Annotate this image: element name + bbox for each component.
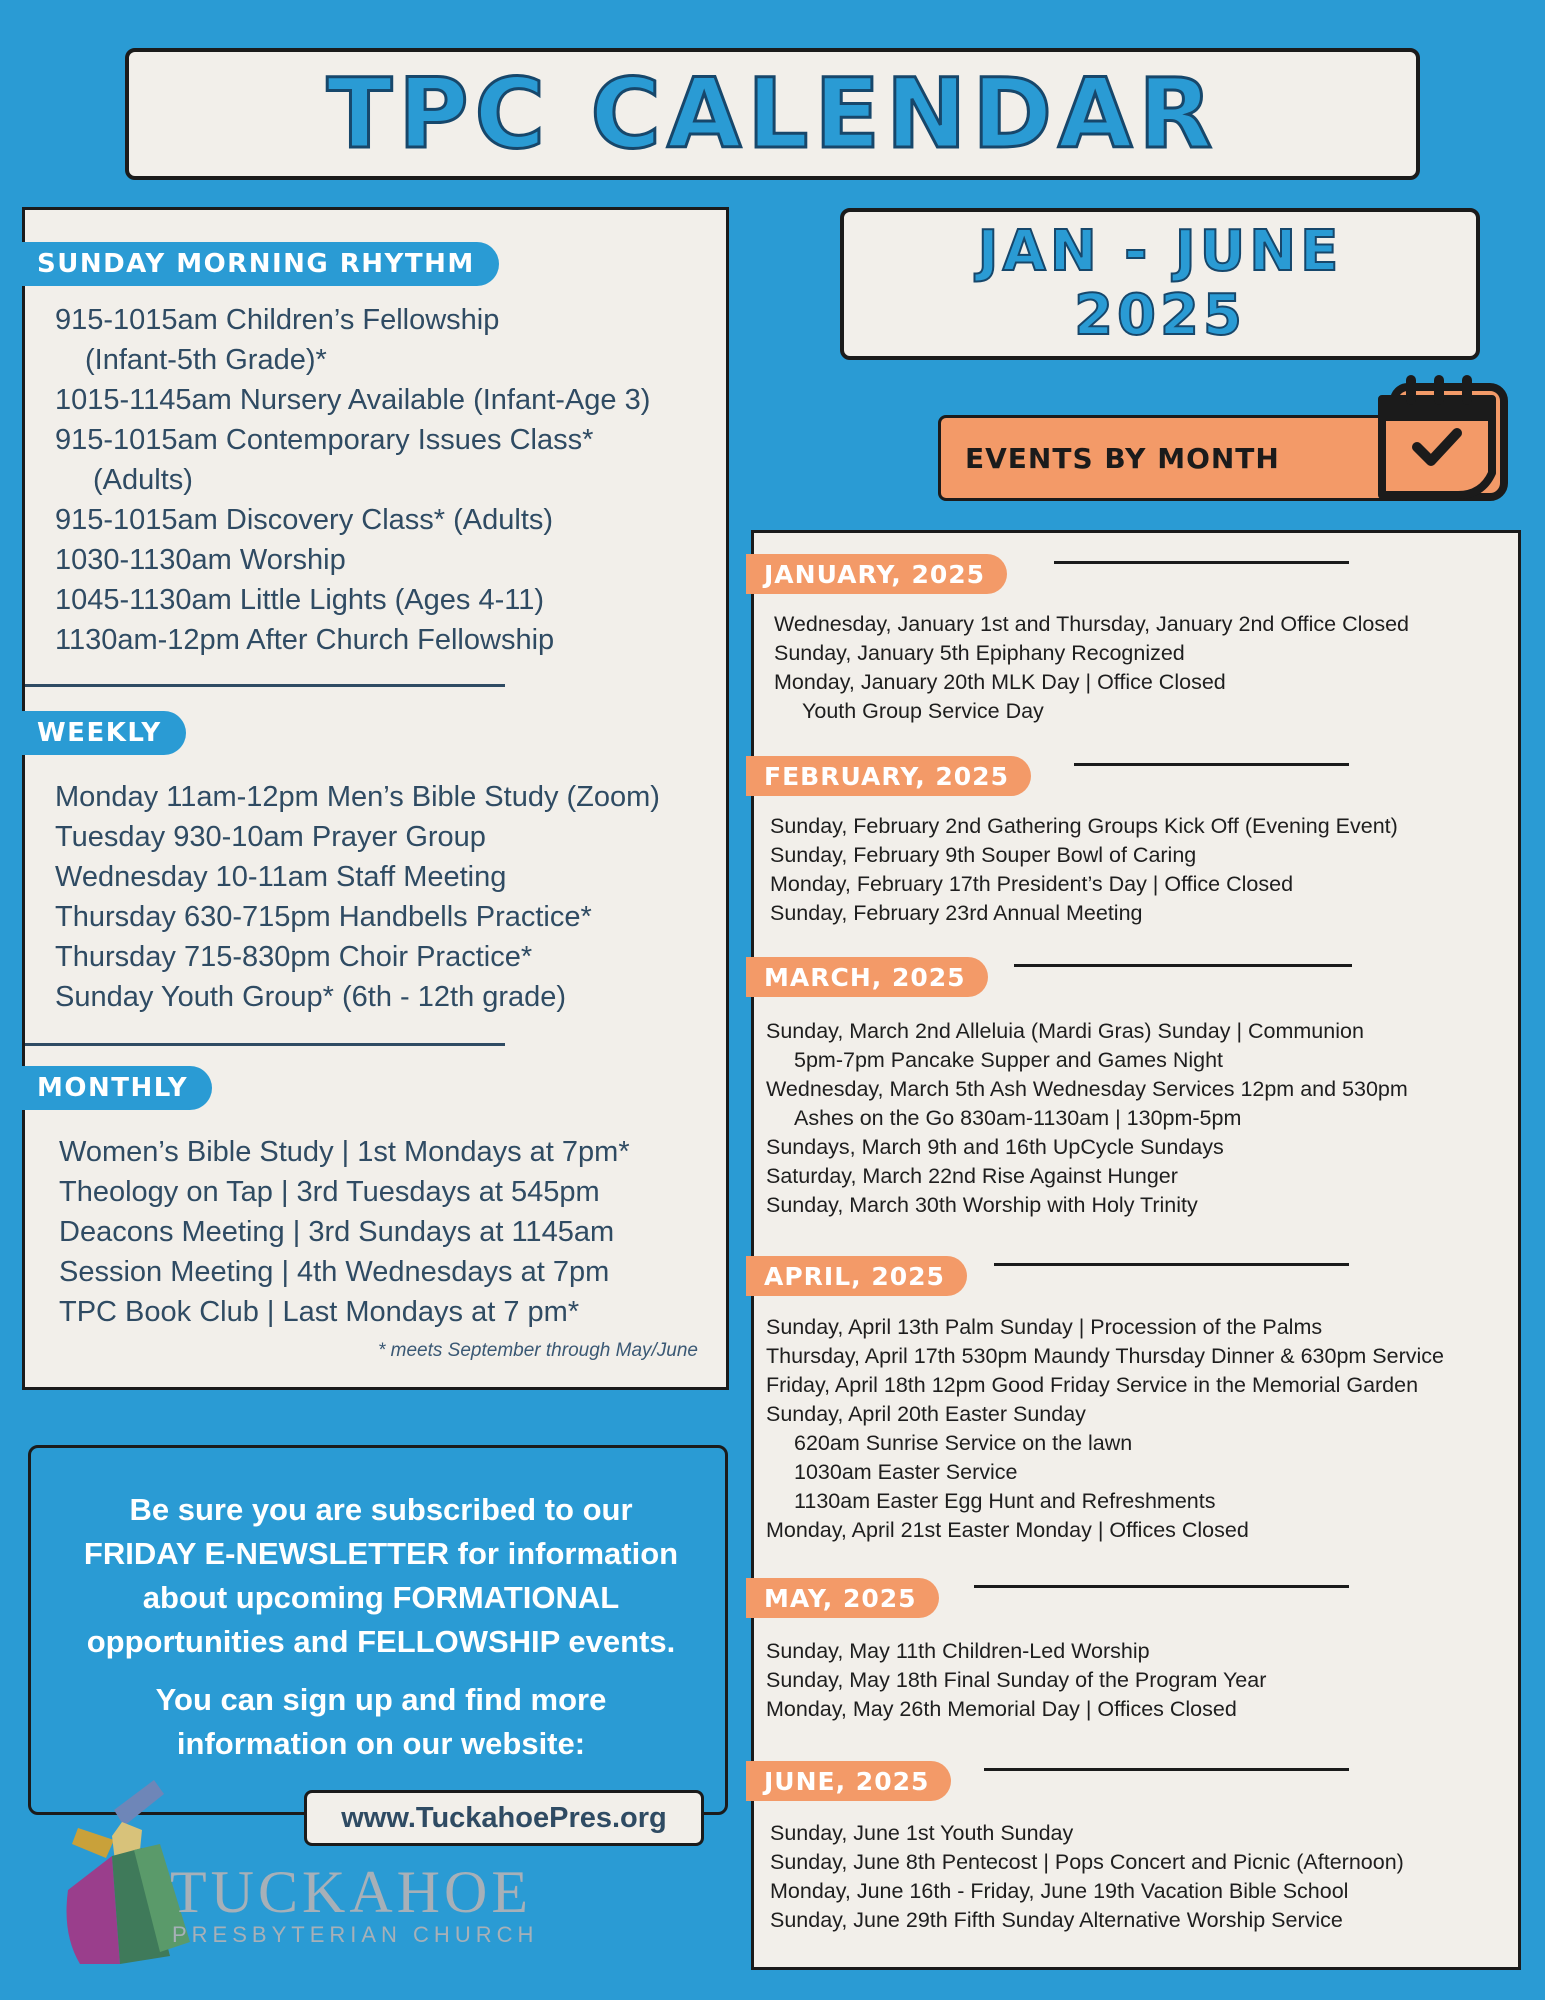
event-line: 5pm-7pm Pancake Supper and Games Night bbox=[794, 1048, 1224, 1072]
list-item: 1130am-12pm After Church Fellowship bbox=[55, 624, 555, 656]
month-divider bbox=[1074, 763, 1349, 766]
website-url[interactable]: www.TuckahoePres.org bbox=[341, 1801, 667, 1834]
event-line: 620am Sunrise Service on the lawn bbox=[794, 1431, 1133, 1455]
schedule-panel bbox=[22, 207, 729, 1390]
events-panel bbox=[751, 530, 1521, 1970]
newsletter-line: You can sign up and find more bbox=[155, 1682, 607, 1717]
list-item: 915-1015am Children’s Fellowship bbox=[55, 304, 500, 336]
month-divider bbox=[1014, 964, 1352, 967]
section-divider bbox=[25, 684, 505, 687]
event-line: Sunday, May 18th Final Sunday of the Program Year bbox=[766, 1668, 1267, 1692]
month-label: APRIL, 2025 bbox=[764, 1261, 945, 1291]
month-label: JUNE, 2025 bbox=[764, 1766, 930, 1796]
event-line: Monday, June 16th - Friday, June 19th Vacation Bible School bbox=[770, 1879, 1349, 1903]
list-item: Wednesday 10-11am Staff Meeting bbox=[55, 861, 507, 893]
month-divider bbox=[994, 1263, 1349, 1266]
month-label: MAY, 2025 bbox=[764, 1583, 917, 1613]
month-divider bbox=[984, 1768, 1349, 1771]
monthly-heading: MONTHLY bbox=[37, 1073, 189, 1103]
month-pill-april bbox=[746, 1256, 967, 1296]
monthly-heading-pill bbox=[13, 1066, 212, 1110]
section-divider bbox=[25, 1043, 505, 1046]
monthly-list bbox=[59, 1132, 630, 1332]
event-line: Monday, May 26th Memorial Day | Offices Closed bbox=[766, 1697, 1237, 1721]
calendar-check-icon bbox=[1362, 365, 1512, 505]
newsletter-line: about upcoming FORMATIONAL bbox=[142, 1580, 620, 1615]
sunday-list bbox=[55, 300, 650, 660]
logo-name: TUCKAHOE bbox=[170, 1859, 532, 1925]
list-item: TPC Book Club | Last Mondays at 7 pm* bbox=[59, 1296, 580, 1328]
website-link[interactable] bbox=[304, 1790, 704, 1846]
list-item: Session Meeting | 4th Wednesdays at 7pm bbox=[59, 1256, 610, 1288]
list-item: Women’s Bible Study | 1st Mondays at 7pm* bbox=[59, 1136, 630, 1168]
month-divider bbox=[1054, 561, 1349, 564]
list-item: Deacons Meeting | 3rd Sundays at 1145am bbox=[59, 1216, 615, 1248]
list-item: Thursday 630-715pm Handbells Practice* bbox=[55, 901, 592, 933]
logo-subtitle: PRESBYTERIAN CHURCH bbox=[172, 1922, 539, 1947]
march-events bbox=[766, 1017, 1408, 1220]
weekly-list bbox=[55, 777, 660, 1017]
event-line: Monday, April 21st Easter Monday | Offices Closed bbox=[766, 1518, 1249, 1542]
event-line: Sunday, June 8th Pentecost | Pops Concert and Picnic (Afternoon) bbox=[770, 1850, 1404, 1874]
month-label: FEBRUARY, 2025 bbox=[764, 761, 1009, 791]
list-item: 915-1015am Discovery Class* (Adults) bbox=[55, 504, 554, 536]
newsletter-line: information on our website: bbox=[176, 1726, 586, 1761]
newsletter-line: Be sure you are subscribed to our bbox=[129, 1492, 633, 1527]
list-item: 1030-1130am Worship bbox=[55, 544, 346, 576]
weekly-heading: WEEKLY bbox=[37, 718, 162, 748]
month-pill-january bbox=[746, 554, 1007, 594]
event-line: Sunday, January 5th Epiphany Recognized bbox=[774, 641, 1185, 665]
date-range-box bbox=[840, 208, 1480, 360]
event-line: Sunday, February 9th Souper Bowl of Caring bbox=[770, 843, 1197, 867]
month-pill-june bbox=[746, 1761, 951, 1801]
date-range-months: JAN - JUNE bbox=[977, 218, 1343, 284]
event-line: Sunday, March 30th Worship with Holy Trinity bbox=[766, 1193, 1198, 1217]
date-range-year: 2025 bbox=[1074, 283, 1246, 348]
event-line: Saturday, March 22nd Rise Against Hunger bbox=[766, 1164, 1178, 1188]
event-line: Sunday, April 20th Easter Sunday bbox=[766, 1402, 1086, 1426]
event-line: Wednesday, January 1st and Thursday, January 2nd Office Closed bbox=[774, 612, 1410, 636]
list-item: Monday 11am-12pm Men’s Bible Study (Zoom) bbox=[55, 781, 660, 813]
event-line: Friday, April 18th 12pm Good Friday Service in the Memorial Garden bbox=[766, 1373, 1419, 1397]
list-item: Thursday 715-830pm Choir Practice* bbox=[55, 941, 533, 973]
events-by-month-label: EVENTS BY MONTH bbox=[965, 441, 1280, 475]
sunday-heading: SUNDAY MORNING RHYTHM bbox=[37, 249, 475, 279]
month-pill-february bbox=[746, 756, 1031, 796]
newsletter-line: opportunities and FELLOWSHIP events. bbox=[86, 1624, 676, 1659]
footnote: * meets September through May/June bbox=[377, 1340, 698, 1361]
event-line: 1130am Easter Egg Hunt and Refreshments bbox=[794, 1489, 1216, 1513]
month-pill-may bbox=[746, 1578, 939, 1618]
list-item: 1015-1145am Nursery Available (Infant-Age 3) bbox=[55, 384, 651, 416]
weekly-heading-pill bbox=[13, 711, 186, 755]
event-line: Sunday, May 11th Children-Led Worship bbox=[766, 1639, 1150, 1663]
may-events bbox=[766, 1637, 1266, 1724]
list-item: Tuesday 930-10am Prayer Group bbox=[55, 821, 486, 853]
event-line: Sundays, March 9th and 16th UpCycle Sundays bbox=[766, 1135, 1224, 1159]
february-events bbox=[770, 812, 1398, 928]
newsletter-line: FRIDAY E-NEWSLETTER for information bbox=[83, 1536, 679, 1571]
list-item: (Infant-5th Grade)* bbox=[85, 344, 327, 376]
event-line: Sunday, February 23rd Annual Meeting bbox=[770, 901, 1143, 925]
list-item: (Adults) bbox=[93, 464, 193, 496]
event-line: Monday, January 20th MLK Day | Office Closed bbox=[774, 670, 1226, 694]
event-line: 1030am Easter Service bbox=[794, 1460, 1018, 1484]
newsletter-text bbox=[31, 1488, 731, 1780]
event-line: Monday, February 17th President’s Day | Office Closed bbox=[770, 872, 1294, 896]
list-item: Sunday Youth Group* (6th - 12th grade) bbox=[55, 981, 567, 1013]
january-events bbox=[774, 610, 1409, 726]
month-label: MARCH, 2025 bbox=[764, 962, 966, 992]
page-title: TPC CALENDAR bbox=[326, 58, 1219, 170]
event-line: Ashes on the Go 830am-1130am | 130pm-5pm bbox=[794, 1106, 1242, 1130]
event-line: Sunday, June 1st Youth Sunday bbox=[770, 1821, 1074, 1845]
event-line: Thursday, April 17th 530pm Maundy Thursday Dinner & 630pm Service bbox=[766, 1344, 1444, 1368]
month-divider bbox=[974, 1585, 1349, 1588]
month-pill-march bbox=[746, 957, 988, 997]
newsletter-box bbox=[28, 1445, 728, 1815]
sunday-heading-pill bbox=[13, 242, 499, 286]
list-item: 1045-1130am Little Lights (Ages 4-11) bbox=[55, 584, 544, 616]
june-events bbox=[770, 1819, 1404, 1935]
event-line: Sunday, June 29th Fifth Sunday Alternative Worship Service bbox=[770, 1908, 1343, 1932]
april-events bbox=[766, 1313, 1444, 1545]
month-label: JANUARY, 2025 bbox=[764, 559, 986, 589]
event-line: Sunday, April 13th Palm Sunday | Procession of the Palms bbox=[766, 1315, 1323, 1339]
list-item: 915-1015am Contemporary Issues Class* bbox=[55, 424, 594, 456]
event-line: Sunday, March 2nd Alleluia (Mardi Gras) Sunday | Communion bbox=[766, 1019, 1364, 1043]
event-line: Sunday, February 2nd Gathering Groups Kick Off (Evening Event) bbox=[770, 814, 1398, 838]
list-item: Theology on Tap | 3rd Tuesdays at 545pm bbox=[59, 1176, 600, 1208]
title-banner bbox=[125, 48, 1420, 180]
event-line: Wednesday, March 5th Ash Wednesday Services 12pm and 530pm bbox=[766, 1077, 1408, 1101]
event-line: Youth Group Service Day bbox=[802, 699, 1044, 723]
